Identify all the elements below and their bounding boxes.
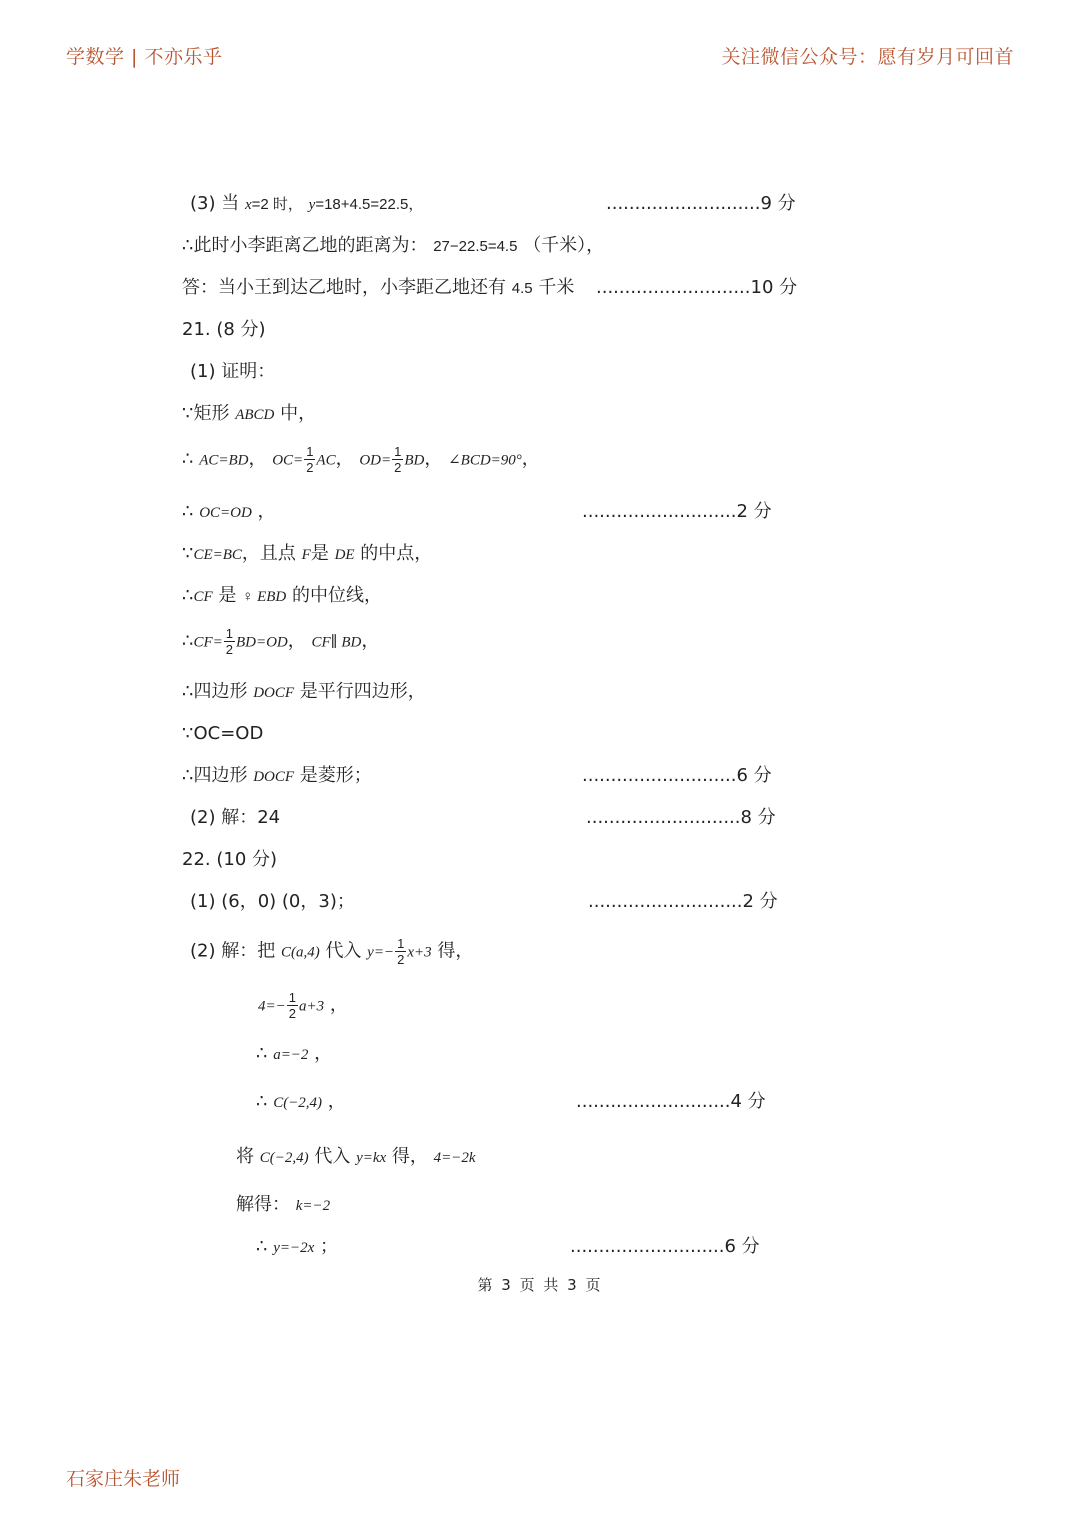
line-parallelogram bbox=[182, 680, 426, 705]
text: =2 时， bbox=[251, 196, 303, 213]
math: C(−2,4) bbox=[259, 1150, 309, 1166]
math: OD= bbox=[359, 452, 392, 469]
numerator: 1 bbox=[225, 626, 233, 641]
numerator: 1 bbox=[288, 990, 296, 1005]
text: 是平行四边形， bbox=[299, 681, 426, 702]
fraction bbox=[392, 444, 403, 475]
math: AC bbox=[316, 452, 336, 469]
text: ∴ bbox=[182, 630, 194, 652]
math: x bbox=[244, 197, 252, 213]
math: DOCF bbox=[253, 685, 295, 701]
text: 解得： bbox=[236, 1194, 290, 1215]
line-final-function bbox=[256, 1235, 338, 1260]
line-equation-a bbox=[258, 990, 348, 1021]
fraction bbox=[304, 444, 315, 475]
text: ∴ bbox=[256, 1091, 268, 1112]
math: x+3 bbox=[407, 944, 432, 961]
line-distance bbox=[182, 234, 604, 259]
math: 4=−2k bbox=[433, 1150, 476, 1166]
text: ∴四边形 bbox=[182, 765, 248, 786]
score-4: ...........................4 分 bbox=[576, 1091, 766, 1112]
math: DOCF bbox=[253, 769, 295, 785]
score-10: ...........................10 分 bbox=[596, 277, 798, 298]
text: 答：当小王到达乙地时，小李距乙地还有 bbox=[182, 277, 506, 298]
score-6b: ...........................6 分 bbox=[570, 1236, 760, 1257]
text: 中， bbox=[280, 403, 317, 424]
fraction bbox=[287, 990, 298, 1021]
math: y=kx bbox=[356, 1150, 387, 1166]
line-rhombus bbox=[182, 764, 372, 789]
denominator: 2 bbox=[306, 460, 314, 475]
math: CF= bbox=[193, 634, 223, 651]
header-right-title: 关注微信公众号：愿有岁月可回首 bbox=[721, 46, 1014, 68]
question-21-title: 21. (8 分) bbox=[182, 319, 266, 340]
text: ，且点 bbox=[241, 543, 296, 564]
score-9: ...........................9 分 bbox=[606, 193, 796, 214]
text: ∵ bbox=[182, 543, 194, 564]
math: 4.5 bbox=[511, 280, 533, 297]
numerator: 1 bbox=[397, 936, 405, 951]
math: 27−22.5=4.5 bbox=[433, 238, 518, 255]
line-oc-eq-od: ∵OC=OD bbox=[182, 723, 264, 744]
line-point-c bbox=[256, 1090, 346, 1115]
text: （千米）， bbox=[523, 235, 605, 256]
text: 是 bbox=[310, 543, 329, 564]
math: ∠BCD=90° bbox=[448, 452, 522, 469]
page-number: 第 3 页 共 3 页 bbox=[477, 1276, 603, 1294]
question-22-title: 22. (10 分) bbox=[182, 849, 278, 870]
score-2b: ...........................2 分 bbox=[588, 891, 778, 912]
math: CF∥ BD bbox=[311, 634, 362, 651]
text: 是菱形； bbox=[299, 765, 372, 786]
text: (2) 解：把 bbox=[190, 940, 276, 962]
text: ∴此时小李距离乙地的距离为： bbox=[182, 235, 428, 256]
text: ， bbox=[329, 994, 348, 1016]
line-cf-half-bd bbox=[182, 626, 379, 657]
numerator: 1 bbox=[306, 444, 314, 459]
math: DE bbox=[334, 547, 355, 563]
line-ce-bc bbox=[182, 542, 432, 567]
text: 是 bbox=[218, 585, 237, 606]
line-substitute-kx bbox=[236, 1145, 476, 1170]
score-2a: ...........................2 分 bbox=[582, 501, 772, 522]
text: 代入 bbox=[325, 940, 362, 962]
math: CF bbox=[193, 589, 213, 605]
math: C(a,4) bbox=[280, 944, 320, 961]
line-solve-k bbox=[236, 1193, 330, 1218]
text: 千米 bbox=[538, 277, 575, 298]
math: =18+4.5=22.5， bbox=[315, 196, 424, 213]
math: BD bbox=[404, 452, 425, 469]
text: 代入 bbox=[314, 1146, 351, 1167]
text: 得， bbox=[391, 1146, 428, 1167]
text: 得， bbox=[437, 940, 474, 962]
math: a+3 bbox=[298, 998, 325, 1015]
text: ， bbox=[327, 1091, 346, 1112]
math: ABCD bbox=[235, 407, 275, 423]
text: ， bbox=[257, 501, 276, 522]
text: ， bbox=[287, 630, 306, 652]
math: AC=BD bbox=[199, 452, 249, 469]
text: ∴ bbox=[256, 1236, 268, 1257]
math: ♀ EBD bbox=[242, 589, 287, 605]
denominator: 2 bbox=[397, 952, 405, 967]
denominator: 2 bbox=[288, 1006, 296, 1021]
math: y bbox=[308, 197, 316, 213]
line-a-value bbox=[256, 1042, 332, 1067]
fraction bbox=[395, 936, 406, 967]
text: (3) 当 bbox=[190, 193, 240, 214]
text: ∴ bbox=[256, 1043, 268, 1064]
header-left-title: 学数学 | 不亦乐乎 bbox=[66, 46, 223, 68]
math: BD=OD bbox=[235, 634, 288, 651]
text: ， bbox=[424, 448, 443, 470]
part-1-coordinates: (1) (6，0) (0，3)； bbox=[190, 891, 355, 912]
text: ∴四边形 bbox=[182, 681, 248, 702]
text: ∵矩形 bbox=[182, 403, 230, 424]
text: ， bbox=[361, 630, 380, 652]
part-2-solution: (2) 解：24 bbox=[190, 807, 281, 828]
math: C(−2,4) bbox=[273, 1095, 323, 1111]
line-substitute-c bbox=[190, 936, 473, 967]
text: ， bbox=[248, 448, 267, 470]
math: F bbox=[301, 547, 311, 563]
math: OC= bbox=[272, 452, 304, 469]
math: y=− bbox=[367, 944, 395, 961]
text: ； bbox=[319, 1236, 338, 1257]
line-diagonals bbox=[182, 444, 540, 475]
denominator: 2 bbox=[225, 642, 233, 657]
text: ， bbox=[314, 1043, 333, 1064]
text: ， bbox=[521, 448, 540, 470]
line-midline bbox=[182, 584, 382, 609]
score-8: ...........................8 分 bbox=[586, 807, 776, 828]
text: 的中位线， bbox=[292, 585, 382, 606]
text: ∴ bbox=[182, 585, 194, 606]
score-6a: ...........................6 分 bbox=[582, 765, 772, 786]
fraction bbox=[224, 626, 235, 657]
numerator: 1 bbox=[394, 444, 402, 459]
line-rectangle bbox=[182, 402, 316, 427]
math: y=−2x bbox=[273, 1240, 315, 1256]
text: 将 bbox=[236, 1146, 254, 1167]
text: ∴ bbox=[182, 448, 194, 470]
text: ， bbox=[335, 448, 354, 470]
math: a=−2 bbox=[273, 1047, 309, 1063]
part-1-proof: (1) 证明： bbox=[190, 361, 276, 382]
math: 4=− bbox=[258, 998, 286, 1015]
text: 的中点， bbox=[360, 543, 433, 564]
math: OC=OD bbox=[199, 505, 252, 521]
math: k=−2 bbox=[295, 1198, 331, 1214]
text: ∴ bbox=[182, 501, 194, 522]
math: CE=BC bbox=[193, 547, 242, 563]
line-oc-od bbox=[182, 500, 276, 525]
denominator: 2 bbox=[394, 460, 402, 475]
line-answer bbox=[182, 276, 574, 301]
footer-author: 石家庄朱老师 bbox=[66, 1468, 181, 1490]
line-3-answer bbox=[190, 192, 423, 217]
